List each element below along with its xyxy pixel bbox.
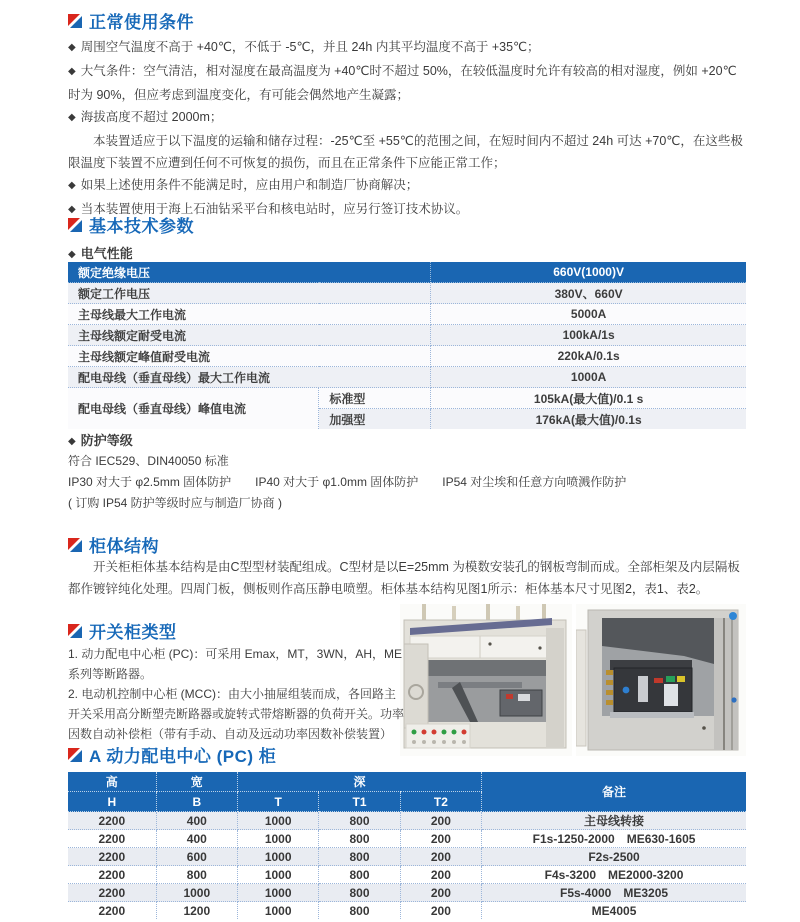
param-label: 额定绝缘电压 xyxy=(68,262,431,283)
list-item-text: 本装置适应于以下温度的运输和储存过程：-25℃至 +55℃的范围之间，在短时间内不超过 24h 可达 +70℃，在这些极限温度下装置不应遭到任何不可恢复的损伤，而且在正常条件下应能正常工作； xyxy=(68,134,743,170)
cell: 800 xyxy=(319,902,400,920)
cell-remark: F1s-1250-2000 ME630-1605 xyxy=(482,830,746,848)
types-line: 2. 电动机控制中心柜 (MCC)：由大小抽屉组装而成，各回路主开关采用高分断塑壳断路器或旋转式带熔断器的负荷开关。功率因数自动补偿柜（带有手动、自动及远动功率因数补偿装置） xyxy=(68,687,405,741)
cell-remark: ME4005 xyxy=(482,902,746,920)
section-header-structure xyxy=(68,532,159,557)
param-value: 5000A xyxy=(431,304,746,325)
list-item xyxy=(68,174,746,198)
list-item-text: 如果上述使用条件不能满足时，应由用户和制造厂协商解决； xyxy=(80,178,419,192)
protection-line: ( 订购 IP54 防护等级时应与制造厂协商 ) xyxy=(68,496,283,510)
section-title: 正常使用条件 xyxy=(89,13,194,32)
cell: 200 xyxy=(400,848,481,866)
cell-remark: 主母线转接 xyxy=(482,812,746,830)
cell: 800 xyxy=(156,866,237,884)
types-line: 1. 动力配电中心柜 (PC)：可采用 Emax，MT，3WN，AH，ME 系列等断路器。 xyxy=(68,647,403,681)
list-item xyxy=(68,60,746,106)
param-value: 220kA/0.1s xyxy=(431,346,746,367)
list-item-text: 周围空气温度不高于 +40℃，不低于 -5℃，并且 24h 内其平均温度不高于 +35℃； xyxy=(80,40,540,54)
cell: 800 xyxy=(319,812,400,830)
section-header-conditions xyxy=(68,8,194,33)
section-marker-icon xyxy=(68,624,82,638)
param-label: 主母线最大工作电流 xyxy=(68,304,431,325)
cell: 200 xyxy=(400,866,481,884)
table-row xyxy=(68,346,746,367)
cell: 2200 xyxy=(68,884,156,902)
cell-remark: F5s-4000 ME3205 xyxy=(482,884,746,902)
cell: 1000 xyxy=(237,848,318,866)
col-header-width: 宽 xyxy=(156,772,237,792)
diamond-bullet-icon: ◆ xyxy=(68,42,76,53)
cell: 600 xyxy=(156,848,237,866)
col-subheader: T2 xyxy=(400,792,481,812)
list-item xyxy=(68,36,746,60)
cell: 200 xyxy=(400,830,481,848)
cell: 400 xyxy=(156,830,237,848)
param-value: 176kA(最大值)/0.1s xyxy=(431,409,746,430)
table-row xyxy=(68,866,746,884)
subtitle-text: 防护等级 xyxy=(80,433,133,448)
param-value: 105kA(最大值)/0.1 s xyxy=(431,388,746,409)
cell: 1000 xyxy=(237,812,318,830)
pc-dimensions-table xyxy=(68,772,746,919)
col-subheader: T1 xyxy=(319,792,400,812)
table-row xyxy=(68,304,746,325)
cell: 2200 xyxy=(68,902,156,920)
list-item-text: 海拔高度不超过 2000m； xyxy=(80,110,223,124)
conditions-list xyxy=(68,36,746,222)
cell: 200 xyxy=(400,884,481,902)
table-row xyxy=(68,325,746,346)
param-subtype: 加强型 xyxy=(319,409,431,430)
table-row xyxy=(68,262,746,283)
table-row xyxy=(68,848,746,866)
param-label: 配电母线（垂直母线）峰值电流 xyxy=(68,388,319,430)
electrical-subtitle xyxy=(68,243,133,262)
cabinet-photos xyxy=(400,604,746,756)
cell: 1000 xyxy=(237,884,318,902)
protection-line: 符合 IEC529、DIN40050 标准 xyxy=(68,454,229,468)
cabinet-photo-left xyxy=(400,604,572,756)
section-title: 基本技术参数 xyxy=(89,217,194,236)
list-item-text: 当本装置使用于海上石油钻采平台和核电站时，应另行签订技术协议。 xyxy=(80,202,469,216)
col-subheader: T xyxy=(237,792,318,812)
cell-remark: F2s-2500 xyxy=(482,848,746,866)
cell: 400 xyxy=(156,812,237,830)
param-value: 100kA/1s xyxy=(431,325,746,346)
diamond-bullet-icon: ◆ xyxy=(68,112,76,123)
param-label: 主母线额定峰值耐受电流 xyxy=(68,346,431,367)
section-header-types xyxy=(68,618,177,643)
diamond-bullet-icon: ◆ xyxy=(68,66,76,77)
section-title: 开关柜类型 xyxy=(89,623,177,642)
table-row xyxy=(68,902,746,920)
table-row xyxy=(68,830,746,848)
col-subheader: B xyxy=(156,792,237,812)
cell: 1000 xyxy=(237,830,318,848)
protection-text xyxy=(68,451,746,514)
param-label: 主母线额定耐受电流 xyxy=(68,325,431,346)
list-item xyxy=(68,130,746,174)
table-header-row xyxy=(68,772,746,792)
list-item xyxy=(68,106,746,130)
table-row xyxy=(68,388,746,409)
param-value: 1000A xyxy=(431,367,746,388)
diamond-bullet-icon: ◆ xyxy=(68,249,76,260)
param-value: 660V(1000)V xyxy=(431,262,746,283)
cell: 800 xyxy=(319,830,400,848)
section-marker-icon xyxy=(68,218,82,232)
subtitle-text: 电气性能 xyxy=(80,246,133,261)
cell: 2200 xyxy=(68,866,156,884)
cell: 1000 xyxy=(237,902,318,920)
cell: 800 xyxy=(319,884,400,902)
diamond-bullet-icon: ◆ xyxy=(68,180,76,191)
cell: 200 xyxy=(400,902,481,920)
section-marker-icon xyxy=(68,538,82,552)
section-marker-icon xyxy=(68,748,82,762)
cell: 200 xyxy=(400,812,481,830)
protection-subtitle xyxy=(68,430,133,449)
section-title: 柜体结构 xyxy=(89,537,159,556)
table-row xyxy=(68,884,746,902)
param-subtype: 标准型 xyxy=(319,388,431,409)
cell: 2200 xyxy=(68,812,156,830)
section-header-pc-table xyxy=(68,742,276,767)
cell: 800 xyxy=(319,866,400,884)
col-header-height: 高 xyxy=(68,772,156,792)
col-header-remark: 备注 xyxy=(482,772,746,812)
col-subheader: H xyxy=(68,792,156,812)
section-title: A 动力配电中心 (PC) 柜 xyxy=(89,747,277,766)
section-marker-icon xyxy=(68,14,82,28)
structure-paragraph: 开关柜柜体基本结构是由C型型材装配组成。C型材是以E=25mm 为模数安装孔的钢板弯制而成。全部柜架及内层隔板都作镀锌纯化处理。四周门板，侧板则作高压静电喷塑。柜体基本结构见图1所示：柜体基本尺寸见图2，表1、表2。 xyxy=(68,560,740,596)
cell: 1000 xyxy=(156,884,237,902)
list-item-text: 大气条件：空气清洁，相对湿度在最高温度为 +40℃时不超过 50%，在较低温度时允许有较高的相对湿度，例如 +20℃时为 90%，但应考虑到温度变化，有可能会偶然地产生凝露； xyxy=(68,64,737,102)
diamond-bullet-icon: ◆ xyxy=(68,204,76,215)
diamond-bullet-icon: ◆ xyxy=(68,436,76,447)
param-value: 380V、660V xyxy=(431,283,746,304)
cell: 2200 xyxy=(68,830,156,848)
table-row xyxy=(68,367,746,388)
cell: 1200 xyxy=(156,902,237,920)
types-text xyxy=(68,644,406,744)
cabinet-photo-right xyxy=(576,604,746,756)
protection-line: IP30 对大于 φ2.5mm 固体防护 IP40 对大于 φ1.0mm 固体防护 IP54 对尘埃和任意方向喷溅作防护 xyxy=(68,475,627,489)
col-header-depth: 深 xyxy=(237,772,481,792)
section-header-tech-params xyxy=(68,212,194,237)
cell: 2200 xyxy=(68,848,156,866)
table-row xyxy=(68,283,746,304)
table-row xyxy=(68,812,746,830)
electrical-parameters-table xyxy=(68,262,746,429)
cell-remark: F4s-3200 ME2000-3200 xyxy=(482,866,746,884)
cell: 800 xyxy=(319,848,400,866)
param-label: 额定工作电压 xyxy=(68,283,431,304)
cell: 1000 xyxy=(237,866,318,884)
param-label: 配电母线（垂直母线）最大工作电流 xyxy=(68,367,431,388)
